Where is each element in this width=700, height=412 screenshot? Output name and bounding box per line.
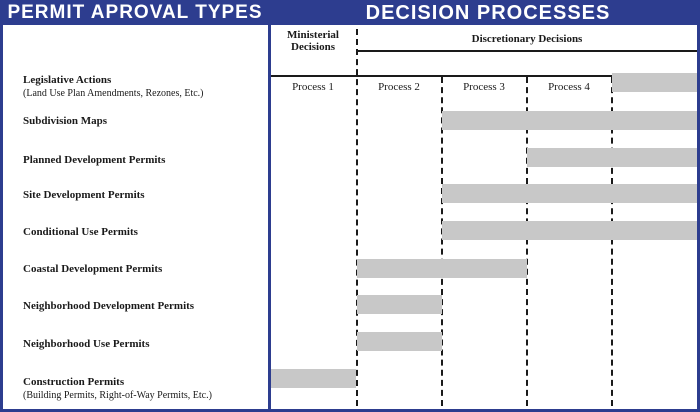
row-label-legislative-actions bbox=[23, 73, 204, 100]
row-label-main: Neighborhood Development Permits bbox=[23, 300, 195, 312]
process-bar bbox=[357, 259, 442, 278]
process-1-header: Process 1 bbox=[292, 81, 334, 93]
process-bar bbox=[442, 259, 527, 278]
row-label-subdivision-maps bbox=[23, 114, 107, 128]
process-bar bbox=[527, 148, 612, 167]
row-label-planned-development bbox=[23, 153, 165, 167]
permit-types-panel bbox=[3, 25, 268, 409]
row-label-main: Subdivision Maps bbox=[23, 115, 108, 127]
process-4-header: Process 4 bbox=[548, 81, 590, 93]
process-bar bbox=[357, 332, 442, 351]
discretionary-bracket-line bbox=[357, 50, 697, 52]
decision-processes-header: DECISION PROCESSES bbox=[365, 2, 611, 24]
process-bar bbox=[612, 221, 697, 240]
row-label-neighborhood-development bbox=[23, 299, 194, 313]
process-bar bbox=[442, 111, 527, 130]
discretionary-decisions-header: Discretionary Decisions bbox=[471, 33, 583, 45]
decision-processes-panel bbox=[271, 25, 697, 409]
process-2-header: Process 2 bbox=[378, 81, 420, 93]
process-bar bbox=[357, 295, 442, 314]
row-label-construction-permits bbox=[23, 375, 212, 402]
row-label-neighborhood-use bbox=[23, 337, 150, 351]
process-bar bbox=[612, 184, 697, 203]
process-bar bbox=[612, 73, 697, 92]
process-bar bbox=[442, 221, 527, 240]
row-label-main: Planned Development Permits bbox=[23, 154, 166, 166]
row-label-coastal-development bbox=[23, 262, 162, 276]
ministerial-decisions-header: Ministerial Decisions bbox=[287, 29, 339, 53]
process-bar bbox=[527, 221, 612, 240]
row-label-note: (Building Permits, Right-of-Way Permits, Etc.) bbox=[23, 390, 212, 401]
row-label-main: Coastal Development Permits bbox=[23, 263, 163, 275]
process-bar bbox=[527, 184, 612, 203]
process-bar bbox=[612, 148, 697, 167]
process-bar bbox=[527, 111, 612, 130]
row-label-main: Construction Permits bbox=[23, 376, 125, 388]
row-label-note: (Land Use Plan Amendments, Rezones, Etc.) bbox=[23, 88, 204, 99]
row-label-main: Site Development Permits bbox=[23, 189, 145, 201]
process-bar bbox=[612, 111, 697, 130]
process-bar bbox=[442, 184, 527, 203]
permit-types-header: PERMIT APROVAL TYPES bbox=[7, 2, 263, 23]
process-bar bbox=[271, 369, 356, 388]
process-3-header: Process 3 bbox=[463, 81, 505, 93]
row-label-main: Legislative Actions bbox=[23, 74, 112, 86]
row-label-conditional-use bbox=[23, 225, 138, 239]
row-label-site-development bbox=[23, 188, 145, 202]
row-label-main: Conditional Use Permits bbox=[23, 226, 138, 238]
row-label-main: Neighborhood Use Permits bbox=[23, 338, 150, 350]
